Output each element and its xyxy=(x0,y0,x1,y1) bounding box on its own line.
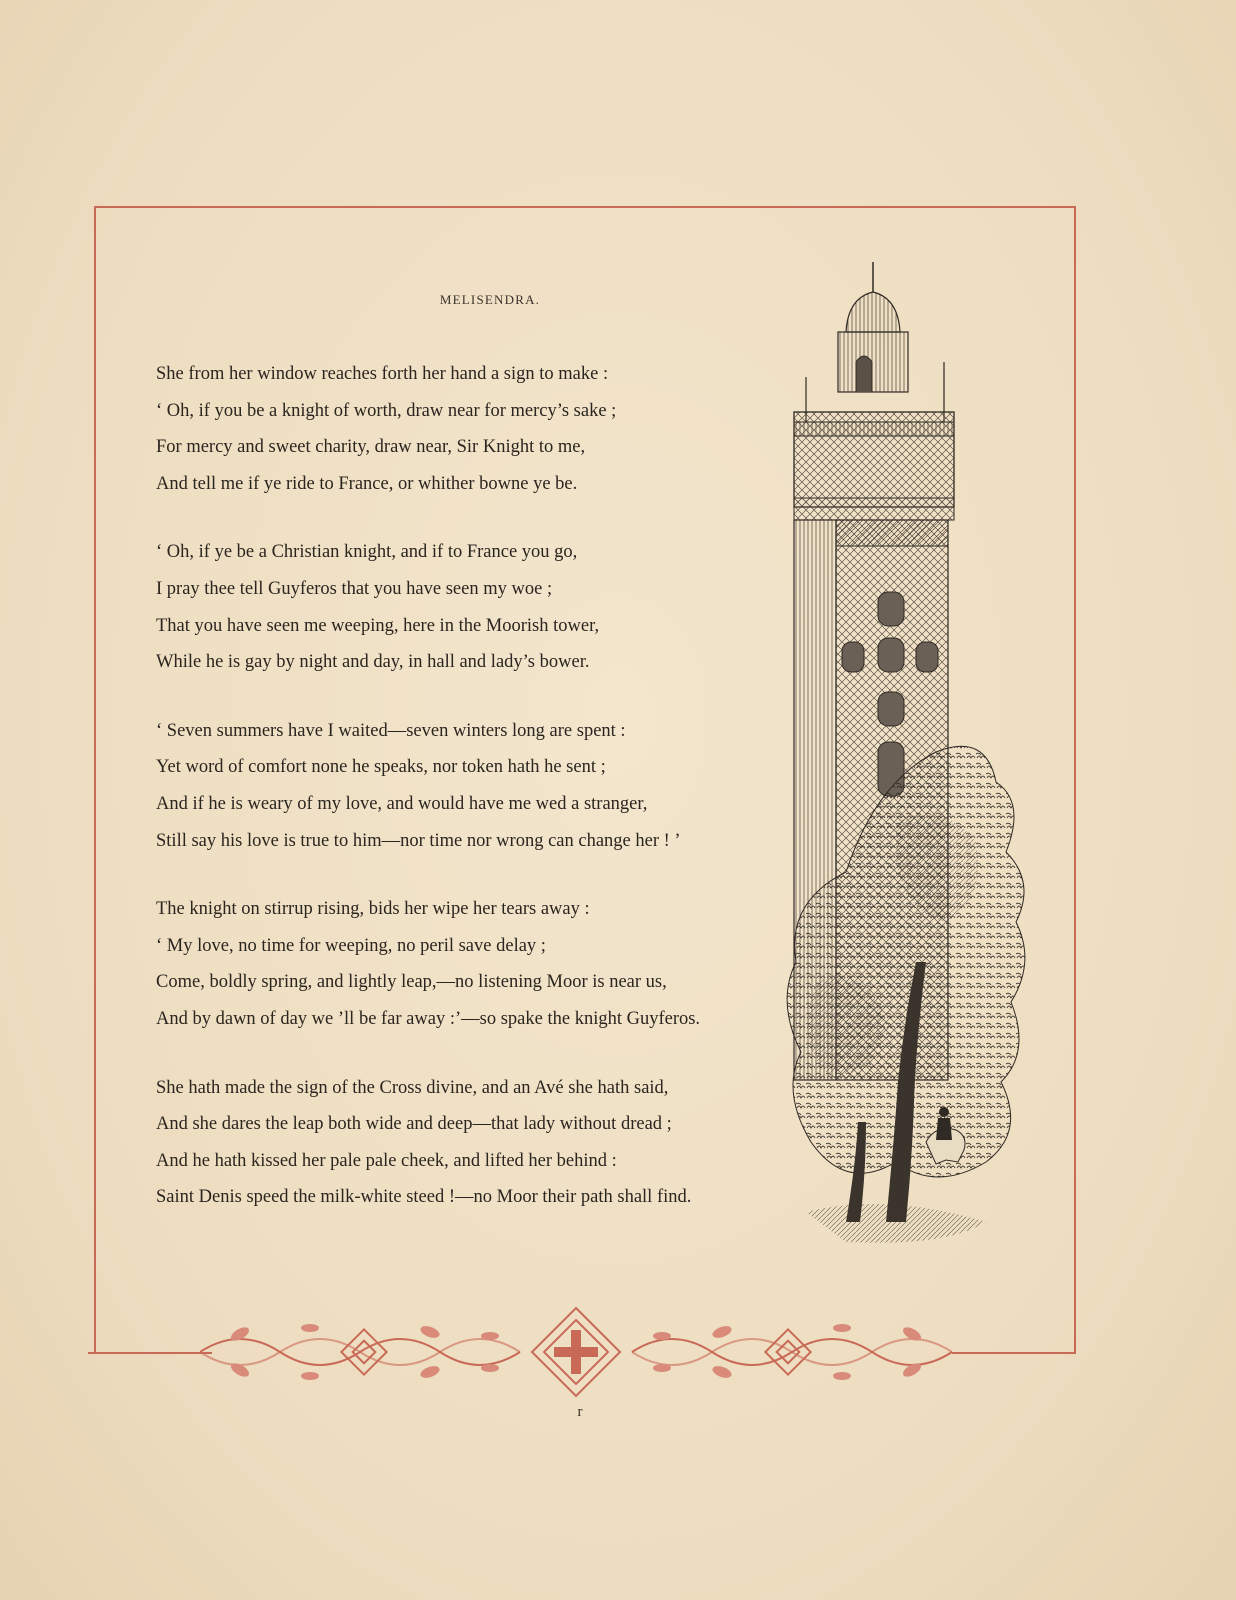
poem-line: ‘ Seven summers have I waited—seven winters long are spent : xyxy=(156,720,626,741)
poem-line: While he is gay by night and day, in hall and lady’s bower. xyxy=(156,652,590,673)
poem-line: Come, boldly spring, and lightly leap,—no listening Moor is near us, xyxy=(156,972,667,993)
running-title: MELISENDRA. xyxy=(439,292,541,307)
poem-line: And tell me if ye ride to France, or whither bowne ye be. xyxy=(156,473,578,494)
stanza-2 xyxy=(156,534,796,680)
poem-line: And she dares the leap both wide and deep—that lady without dread ; xyxy=(156,1114,672,1135)
border-bottom-right-rule xyxy=(952,1352,1076,1354)
stanza-1 xyxy=(156,356,796,502)
poem-text xyxy=(156,356,796,1248)
poem-line: She hath made the sign of the Cross divine, and an Avé she hath said, xyxy=(156,1077,669,1098)
poem-line: And by dawn of day we ’ll be far away :’—so spake the knight Guyferos. xyxy=(156,1008,701,1029)
poem-line: Still say his love is true to him—nor time nor wrong can change her ! ’ xyxy=(156,830,681,851)
poem-line: ‘ My love, no time for weeping, no peril save delay ; xyxy=(156,935,546,956)
poem-line: ‘ Oh, if you be a knight of worth, draw near for mercy’s sake ; xyxy=(156,400,617,421)
stanza-4 xyxy=(156,891,796,1037)
border-bottom-left-rule xyxy=(88,1352,212,1354)
poem-line: And he hath kissed her pale pale cheek, and lifted her behind : xyxy=(156,1150,617,1171)
stanza-3 xyxy=(156,713,796,859)
poem-line: For mercy and sweet charity, draw near, Sir Knight to me, xyxy=(156,437,586,458)
page-folio: r xyxy=(577,1404,583,1420)
poem-line: The knight on stirrup rising, bids her wipe her tears away : xyxy=(156,899,590,920)
poem-line: Saint Denis speed the milk-white steed !—no Moor their path shall find. xyxy=(156,1187,692,1208)
poem-line: ‘ Oh, if ye be a Christian knight, and if to France you go, xyxy=(156,542,578,563)
poem-line: And if he is weary of my love, and would have me wed a stranger, xyxy=(156,793,648,814)
poem-line: That you have seen me weeping, here in the Moorish tower, xyxy=(156,615,600,636)
poem-line: I pray thee tell Guyferos that you have seen my woe ; xyxy=(156,578,553,599)
stanza-5 xyxy=(156,1070,796,1216)
tower-engraving-icon xyxy=(786,262,1056,1252)
poem-line: She from her window reaches forth her hand a sign to make : xyxy=(156,364,609,384)
floral-ornament-band-icon xyxy=(200,1306,952,1398)
poem-line: Yet word of comfort none he speaks, nor token hath he sent ; xyxy=(156,757,606,778)
